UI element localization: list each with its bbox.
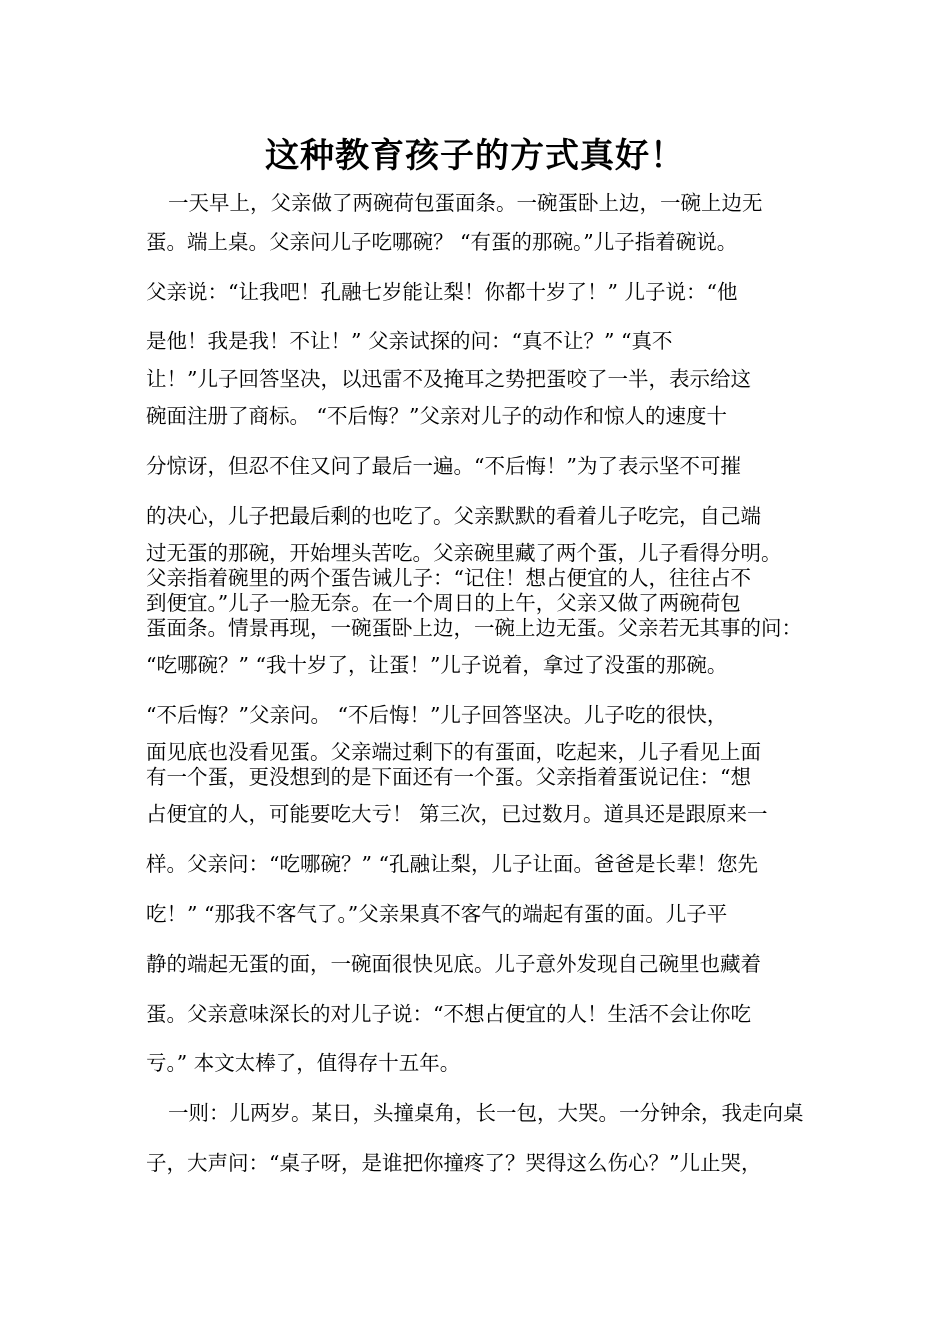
text-line: 分惊讶，但忍不住又问了最后一遍。“不后悔！”为了表示坚不可摧 xyxy=(146,454,741,478)
text-line: 一天早上，父亲做了两碗荷包蛋面条。一碗蛋卧上边，一碗上边无 xyxy=(168,191,763,215)
text-line: 到便宜。”儿子一脸无奈。在一个周日的上午，父亲又做了两碗荷包 xyxy=(146,591,741,615)
text-line: 占便宜的人，可能要吃大亏！ 第三次，已过数月。道具还是跟原来一 xyxy=(146,802,768,826)
text-line: 蛋。端上桌。父亲问儿子吃哪碗？ “有蛋的那碗。”儿子指着碗说。 xyxy=(146,230,738,254)
text-line: 父亲说：“让我吧！孔融七岁能让梨！你都十岁了！” 儿子说：“他 xyxy=(146,280,738,304)
text-line: 的决心，儿子把最后剩的也吃了。父亲默默的看着儿子吃完，自己端 xyxy=(146,504,761,528)
text-line: 面见底也没看见蛋。父亲端过剩下的有蛋面，吃起来，儿子看见上面 xyxy=(146,740,761,764)
page-title: 这种教育孩子的方式真好！ xyxy=(265,136,685,176)
text-line: 子，大声问：“桌子呀，是谁把你撞疼了？哭得这么伤心？”儿止哭， xyxy=(146,1151,762,1175)
text-line: 蛋面条。情景再现，一碗蛋卧上边，一碗上边无蛋。父亲若无其事的问： xyxy=(146,616,802,640)
text-line: 是他！我是我！不让！” 父亲试探的问：“真不让？” “真不 xyxy=(146,329,673,353)
text-line: “不后悔？”父亲问。 “不后悔！”儿子回答坚决。儿子吃的很快， xyxy=(146,703,728,727)
text-line: 静的端起无蛋的面，一碗面很快见底。儿子意外发现自己碗里也藏着 xyxy=(146,952,761,976)
text-line: “吃哪碗？” “我十岁了，让蛋！”儿子说着，拿过了没蛋的那碗。 xyxy=(146,653,728,677)
text-line: 一则：儿两岁。某日，头撞桌角，长一包，大哭。一分钟余，我走向桌 xyxy=(168,1101,804,1125)
text-line: 蛋。父亲意味深长的对儿子说：“不想占便宜的人！生活不会让你吃 xyxy=(146,1002,751,1026)
text-line: 吃！” “那我不客气了。”父亲果真不客气的端起有蛋的面。儿子平 xyxy=(146,902,728,926)
text-line: 让！”儿子回答坚决，以迅雷不及掩耳之势把蛋咬了一半，表示给这 xyxy=(146,367,751,391)
text-line: 亏。” 本文太棒了，值得存十五年。 xyxy=(146,1051,461,1075)
text-line: 样。父亲问：“吃哪碗？” “孔融让梨，儿子让面。爸爸是长辈！您先 xyxy=(146,852,758,876)
text-line: 碗面注册了商标。 “不后悔？”父亲对儿子的动作和惊人的速度十 xyxy=(146,404,727,428)
text-line: 过无蛋的那碗，开始埋头苦吃。父亲碗里藏了两个蛋，儿子看得分明。 xyxy=(146,541,782,565)
text-line: 有一个蛋，更没想到的是下面还有一个蛋。父亲指着蛋说记住：“想 xyxy=(146,765,751,789)
text-line: 父亲指着碗里的两个蛋告诫儿子：“记住！想占便宜的人，往往占不 xyxy=(146,566,751,590)
